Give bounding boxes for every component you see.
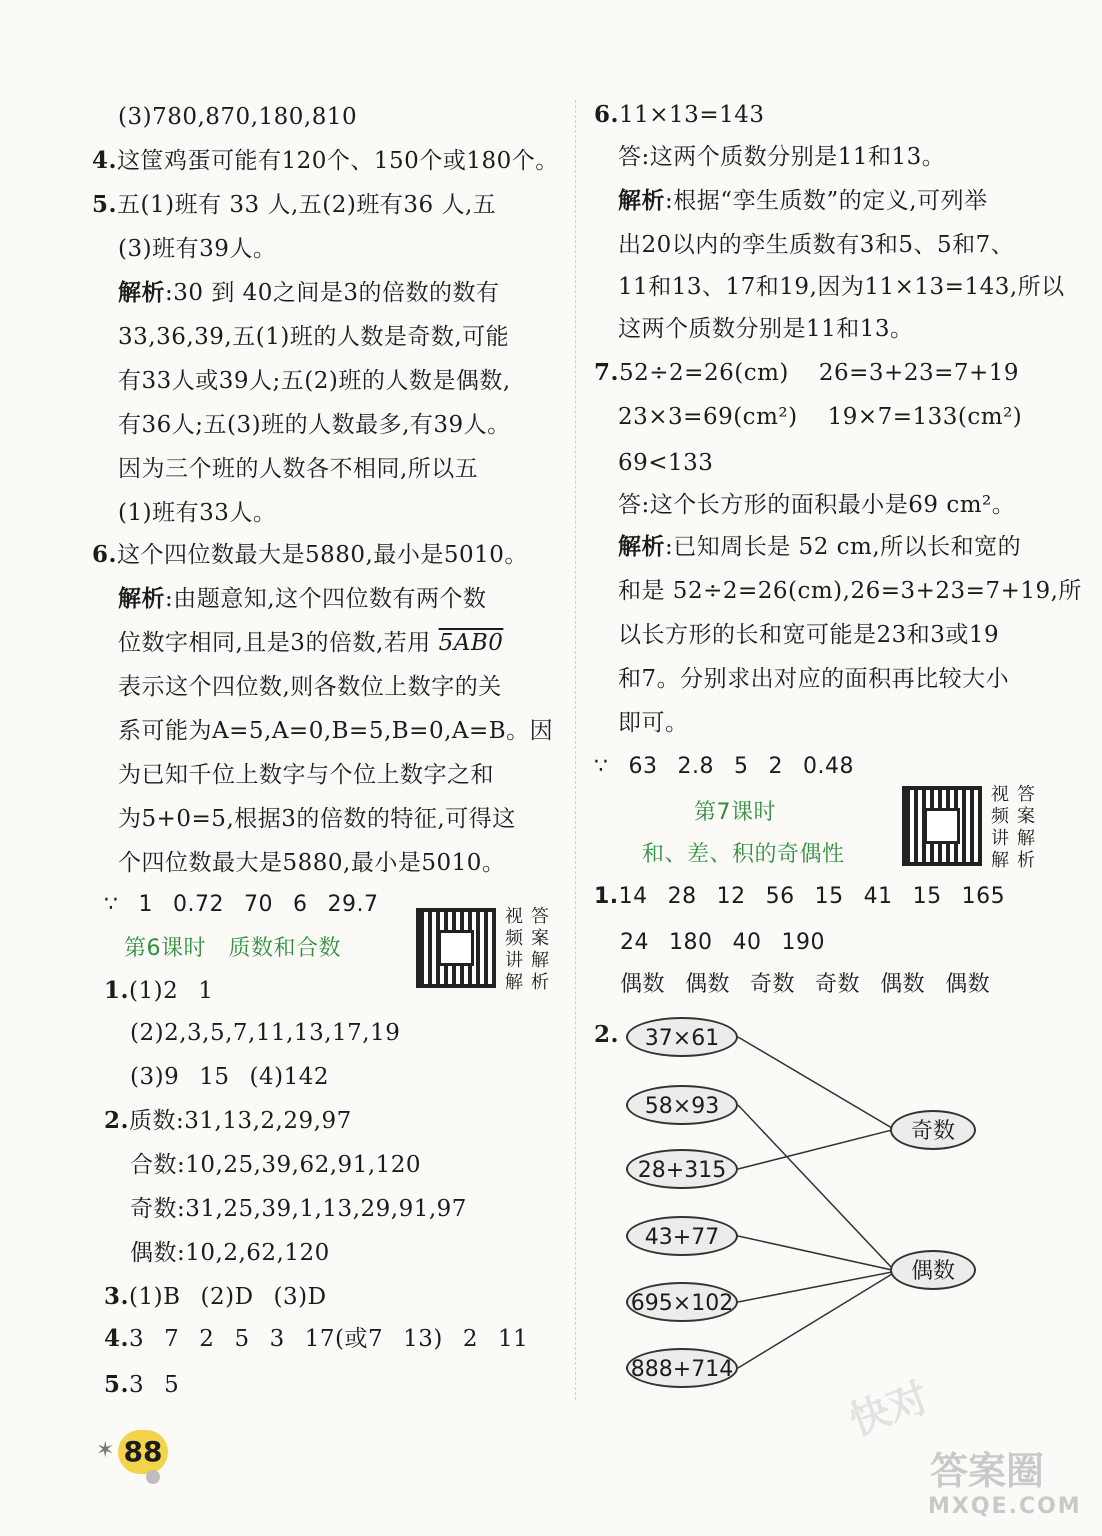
analysis-line: 11和13、17和19,因为11×13=143,所以 [618, 274, 1065, 300]
match-line [738, 1272, 892, 1302]
expression-oval[interactable]: 58×93 [626, 1085, 738, 1125]
analysis-line: 表示这个四位数,则各数位上数字的关 [118, 674, 502, 700]
l6-question-4: 4.3 7 2 5 3 17(或7 13) 2 11 [104, 1325, 529, 1352]
analysis-line: 解析:由题意知,这个四位数有两个数 [118, 585, 487, 612]
analysis-line: 解析:根据“孪生质数”的定义,可列举 [618, 187, 988, 214]
watermark-logo: 答案圈 [930, 1449, 1045, 1493]
page-number: 88 [118, 1430, 168, 1474]
lesson-7-title: 第7课时 [694, 800, 776, 825]
analysis-line: 即可。 [618, 710, 689, 736]
l6-question-3: 3.(1)B (2)D (3)D [104, 1283, 327, 1310]
answer-line: 偶数 偶数 奇数 奇数 偶数 偶数 [620, 972, 991, 997]
decor-dot [146, 1470, 160, 1484]
analysis-line: 为已知千位上数字与个位上数字之和 [118, 762, 494, 788]
answer-line: 合数:10,25,39,62,91,120 [130, 1152, 422, 1178]
question-5: 5.五(1)班有 33 人,五(2)班有36 人,五 [92, 191, 497, 218]
question-6-right: 6.11×13=143 [594, 101, 765, 128]
analysis-line: 有33人或39人;五(2)班的人数是偶数, [118, 368, 511, 394]
question-6: 6.这个四位数最大是5880,最小是5010。 [92, 541, 528, 568]
expression-oval[interactable]: 695×102 [626, 1282, 738, 1322]
analysis-line: 位数字相同,且是3的倍数,若用 5AB0 [118, 630, 504, 656]
question-4: 4.这筐鸡蛋可能有120个、150个或180个。 [92, 147, 559, 174]
lesson-7-subtitle: 和、差、积的奇偶性 [642, 842, 845, 867]
match-line [738, 1130, 892, 1169]
analysis-line: 个四位数最大是5880,最小是5010。 [118, 850, 506, 876]
answer-line: (2)2,3,5,7,11,13,17,19 [130, 1020, 401, 1046]
analysis-line: 和7。分别求出对应的面积再比较大小 [618, 666, 1010, 692]
expression-oval[interactable]: 37×61 [626, 1017, 738, 1057]
match-line [738, 1236, 892, 1270]
answer-line: 24 180 40 190 [620, 930, 825, 955]
star-icon: ✶ [96, 1438, 115, 1463]
l6-question-5: 5.3 5 [104, 1371, 180, 1398]
answer-line: 23×3=69(cm²) 19×7=133(cm²) [618, 404, 1023, 430]
answer-line: 69<133 [618, 450, 714, 476]
analysis-line: 33,36,39,五(1)班的人数是奇数,可能 [118, 324, 510, 350]
analysis-line: 解析:30 到 40之间是3的倍数的数有 [118, 279, 500, 306]
answer-line: 答:这两个质数分别是11和13。 [618, 144, 946, 170]
analysis-line: 因为三个班的人数各不相同,所以五 [118, 456, 479, 482]
question-7-right: 7.52÷2=26(cm) 26=3+23=7+19 [594, 359, 1020, 386]
qr-label-answer: 答案解析 [1017, 784, 1035, 871]
watermark-text: 快对 [843, 1374, 935, 1446]
answer-line: (3)9 15 (4)142 [130, 1064, 329, 1090]
analysis-line: (1)班有33人。 [118, 500, 277, 526]
qr-label-video: 视频讲解 [505, 906, 523, 993]
l6-question-1: 1.(1)2 1 [104, 977, 214, 1004]
answer-line: (3)班有39人。 [118, 236, 277, 262]
answer-line: 答:这个长方形的面积最小是69 cm²。 [618, 492, 1016, 518]
analysis-line: 出20以内的孪生质数有3和5、5和7、 [618, 232, 1015, 258]
match-line [738, 1037, 892, 1128]
analysis-line: 这两个质数分别是11和13。 [618, 316, 914, 342]
expression-oval[interactable]: 43+77 [626, 1216, 738, 1256]
even-oval[interactable]: 偶数 [890, 1250, 976, 1290]
l7-question-2-number: 2. [594, 1021, 620, 1048]
match-line [738, 1105, 892, 1268]
odd-oval[interactable]: 奇数 [890, 1110, 976, 1150]
answer-line: (3)780,870,180,810 [118, 104, 358, 130]
analysis-line: 系可能为A=5,A=0,B=5,B=0,A=B。因 [118, 718, 554, 744]
analysis-line: 和是 52÷2=26(cm),26=3+23=7+19,所 [618, 578, 1082, 604]
qr-label-answer: 答案解析 [531, 906, 549, 993]
analysis-line: 有36人;五(3)班的人数最多,有39人。 [118, 412, 511, 438]
expression-oval[interactable]: 888+714 [626, 1348, 738, 1388]
analysis-line: 为5+0=5,根据3的倍数的特征,可得这 [118, 806, 516, 832]
answer-line: 偶数:10,2,62,120 [130, 1240, 330, 1266]
watermark-url: MXQE.COM [928, 1494, 1082, 1519]
qr-label-video: 视频讲解 [991, 784, 1009, 871]
l7-question-1: 1.14 28 12 56 15 41 15 165 [594, 884, 1006, 909]
analysis-line: 以长方形的长和宽可能是23和3或19 [618, 622, 1000, 648]
warmup-answers: ∵ 1 0.72 70 6 29.7 [104, 892, 379, 917]
lesson-6-heading: 第6课时 质数和合数 [124, 936, 341, 961]
match-line [738, 1274, 892, 1368]
answer-line: 奇数:31,25,39,1,13,29,91,97 [130, 1196, 467, 1222]
l6-question-2: 2.质数:31,13,2,29,97 [104, 1107, 352, 1134]
expression-oval[interactable]: 28+315 [626, 1149, 738, 1189]
warmup-answers: ∵ 63 2.8 5 2 0.48 [594, 754, 854, 779]
analysis-line: 解析:已知周长是 52 cm,所以长和宽的 [618, 533, 1022, 560]
